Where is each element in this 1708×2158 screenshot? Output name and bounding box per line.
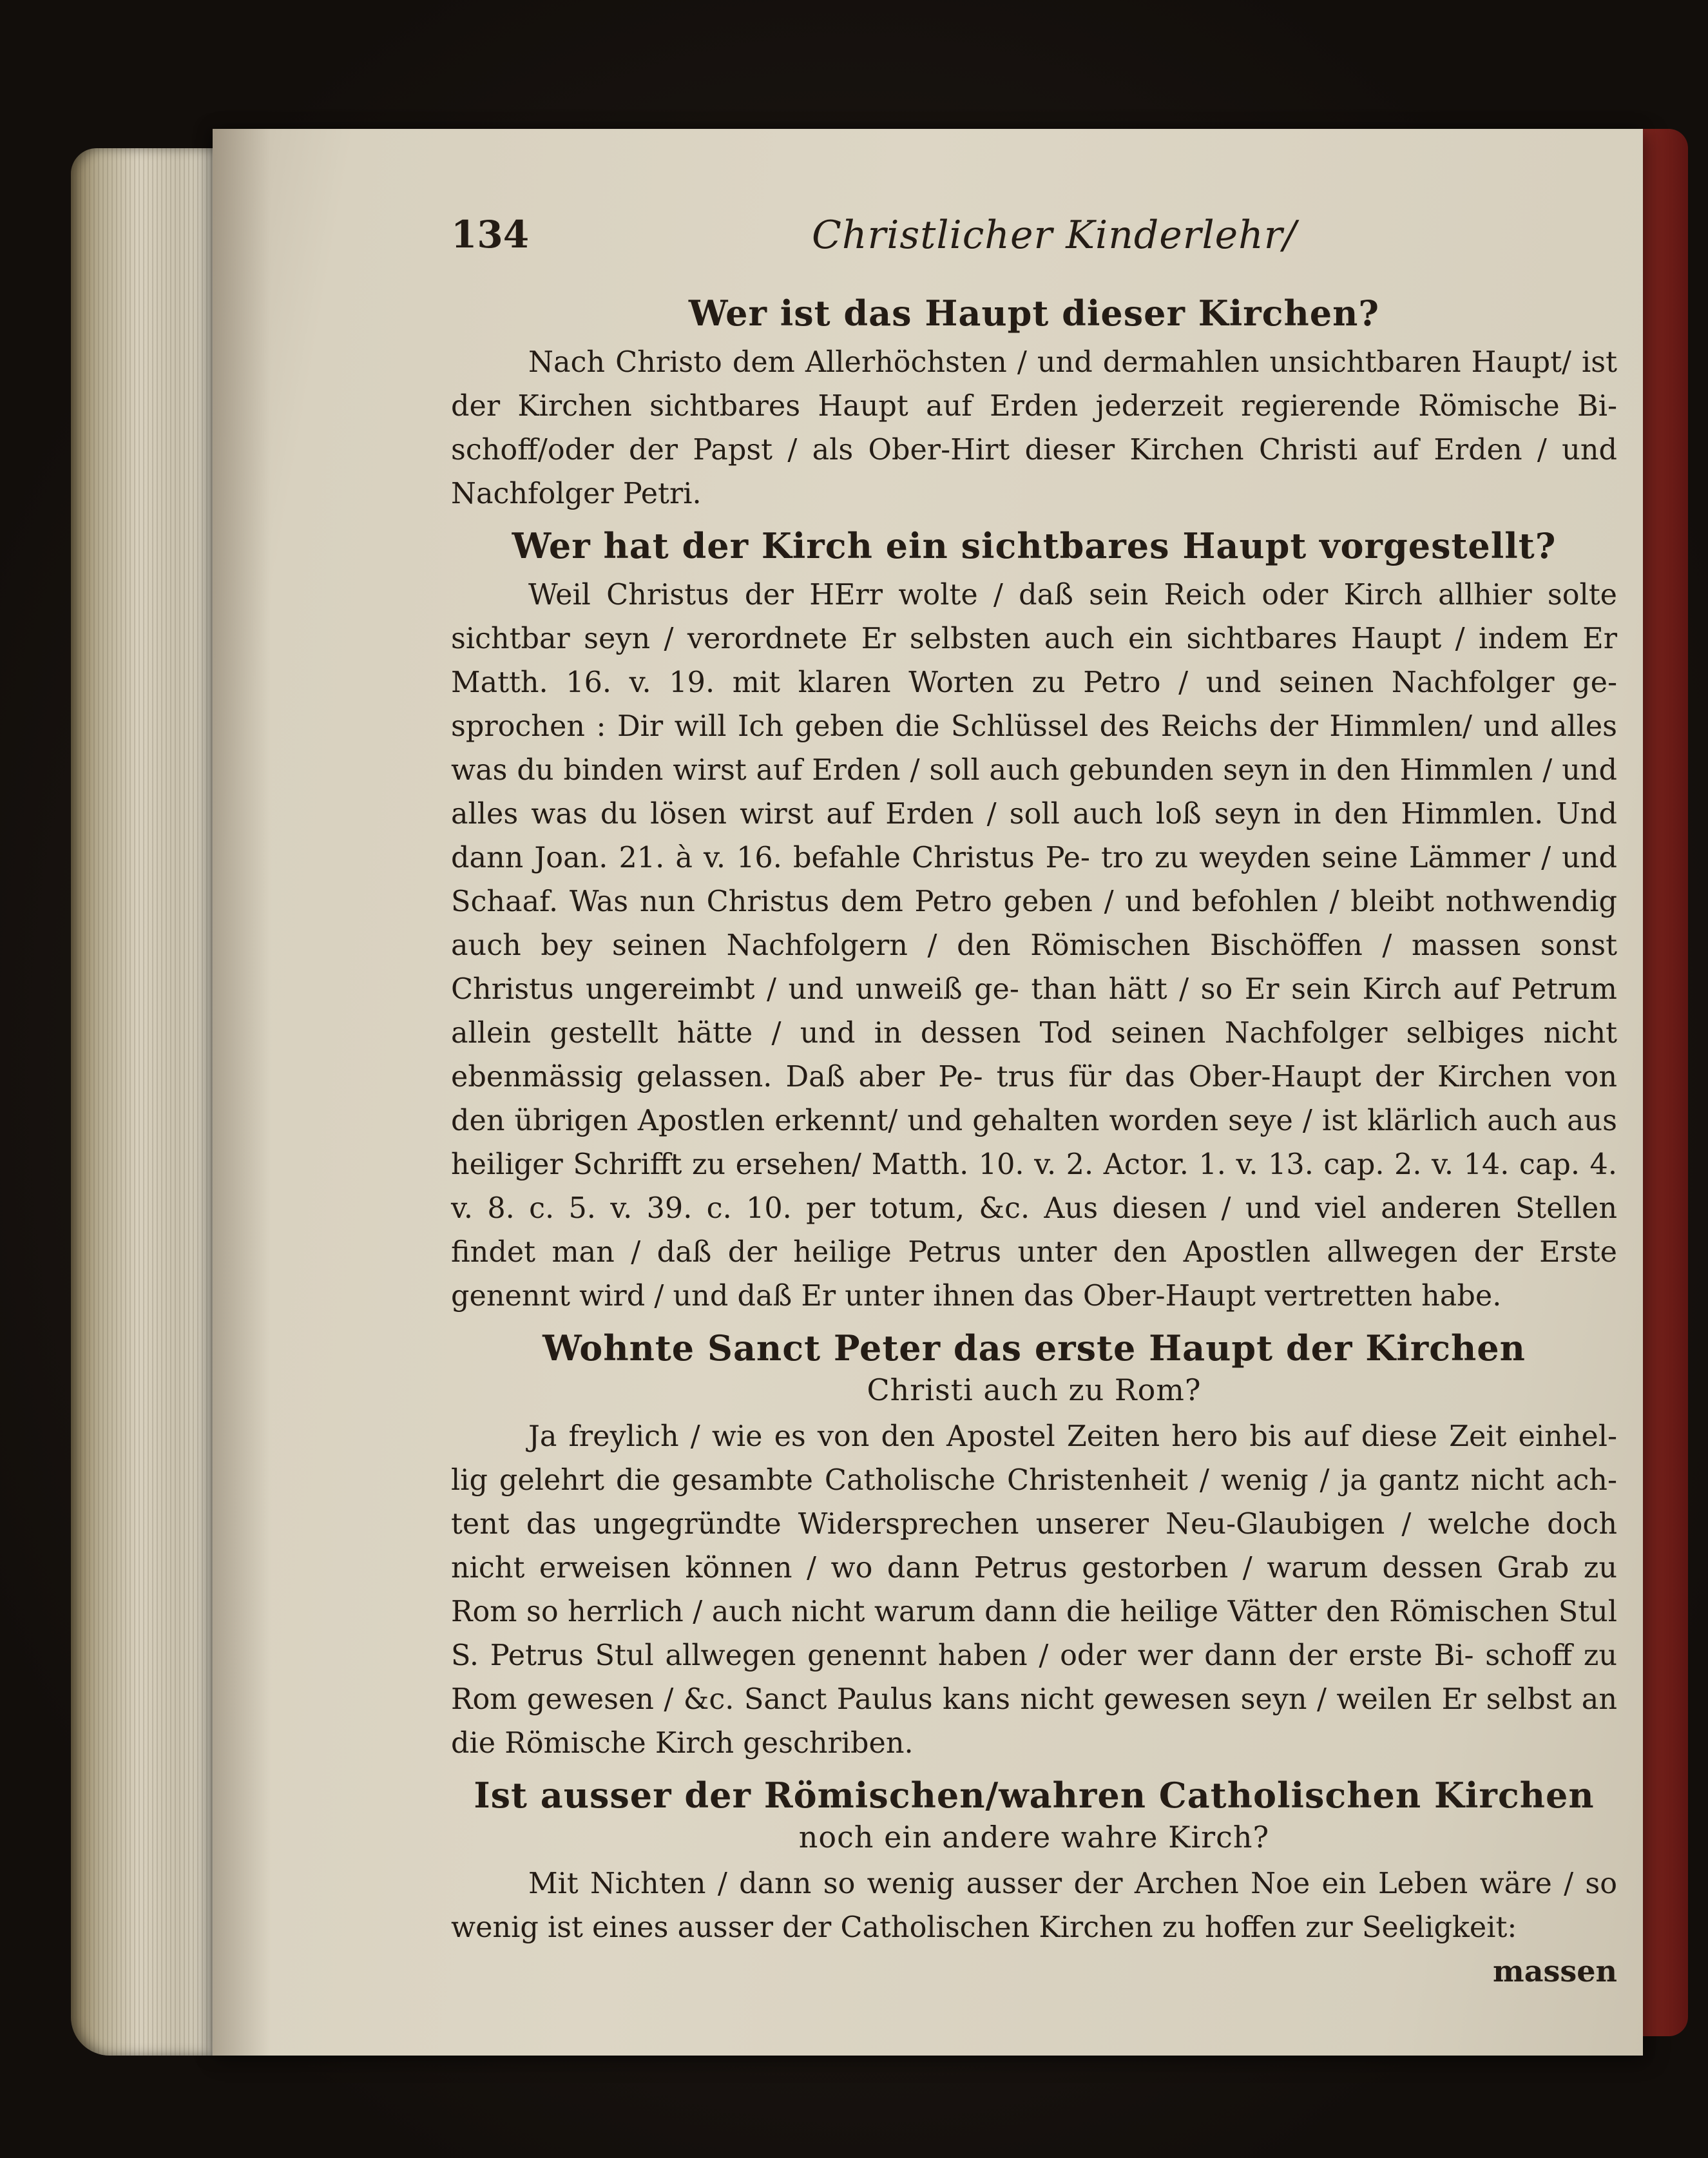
catchword: massen	[1493, 1953, 1617, 1989]
answer-paragraph: Mit Nichten / dann so wenig ausser der Archen Noe ein Leben wäre / so wenig ist eines ausser der Catholischen Kirchen zu hoffen zur Seeligkeit:	[451, 1867, 1617, 1944]
question-heading	[451, 1775, 1617, 1856]
running-head	[451, 213, 1617, 284]
question-heading	[451, 1327, 1617, 1409]
question-text-line2: noch ein andere wahre Kirch?	[798, 1820, 1270, 1855]
section-2	[451, 525, 1617, 1318]
question-text: Ist ausser der Römischen/wahren Catholischen Kirchen	[474, 1774, 1595, 1816]
answer-paragraph: Ja freylich / wie es von den Apostel Zeiten hero bis auf diese Zeit einhel- lig gelehrt die gesambte Catholische Christenheit / wenig / ja gantz nicht ach- tent das ungegründte Widersprechen unserer Neu-Glaubigen / welche doch nicht erweisen können / wo dann Petrus gestorben / warum dessen Grab zu Rom so herrlich / auch nicht warum dann die heilige Vätter den Römischen Stul S. Petrus Stul allwegen genennt haben / oder wer dann der erste Bi- schoff zu Rom gewesen / &c. Sanct Paulus kans nicht gewesen seyn / weilen Er selbst an die Römische Kirch geschriben.	[451, 1420, 1617, 1760]
question-heading	[451, 525, 1617, 567]
section-4	[451, 1775, 1617, 1950]
page-number: 134	[451, 213, 530, 256]
running-title: Christlicher Kinderlehr/	[812, 213, 1297, 258]
question-text: Wohnte Sanct Peter das erste Haupt der Kirchen	[542, 1327, 1526, 1369]
question-text: Wer hat der Kirch ein sichtbares Haupt vorgestellt?	[512, 525, 1557, 566]
question-heading	[451, 293, 1617, 334]
section-3	[451, 1327, 1617, 1766]
question-text-line2: Christi auch zu Rom?	[867, 1373, 1202, 1408]
question-text: Wer ist das Haupt dieser Kirchen?	[688, 293, 1380, 334]
text-block	[451, 213, 1617, 1989]
section-1	[451, 293, 1617, 516]
answer-paragraph: Weil Christus der HErr wolte / daß sein Reich oder Kirch allhier solte sichtbar seyn / verordnete Er selbsten auch ein sichtbares Haupt / indem Er Matth. 16. v. 19. mit klaren Worten zu Petro / und seinen Nachfolger ge- sprochen : Dir will Ich geben die Schlüssel des Reichs der Himmlen/ und alles was du binden wirst auf Erden / soll auch gebunden seyn in den Himmlen / und alles was du lösen wirst auf Erden / soll auch loß seyn in den Himmlen. Und dann Joan. 21. à v. 16. befahle Christus Pe- tro zu weyden seine Lämmer / und Schaaf. Was nun Christus dem Petro geben / und befohlen / bleibt nothwendig auch bey seinen Nachfolgern / den Römischen Bischöffen / massen sonst Christus ungereimbt / und unweiß ge- than hätt / so Er sein Kirch auf Petrum allein gestellt hätte / und in dessen Tod seinen Nachfolger selbiges nicht ebenmässig gelassen. Daß aber Pe- trus für das Ober-Haupt der Kirchen von den übrigen Apostlen erkennt/ und gehalten worden seye / ist klärlich auch aus heiliger Schrifft zu ersehen/ Matth. 10. v. 2. Actor. 1. v. 13. cap. 2. v. 14. cap. 4. v. 8. c. 5. v. 39. c. 10. per totum, &c. Aus diesen / und viel anderen Stellen findet man / daß der heilige Petrus unter den Apostlen allwegen der Erste genennt wird / und daß Er unter ihnen das Ober-Haupt vertretten habe.	[451, 578, 1617, 1313]
answer-paragraph: Nach Christo dem Allerhöchsten / und dermahlen unsichtbaren Haupt/ ist der Kirchen sichtbares Haupt auf Erden jederzeit regierende Römische Bi- schoff/oder der Papst / als Ober-Hirt dieser Kirchen Christi auf Erden / und Nachfolger Petri.	[451, 345, 1617, 510]
